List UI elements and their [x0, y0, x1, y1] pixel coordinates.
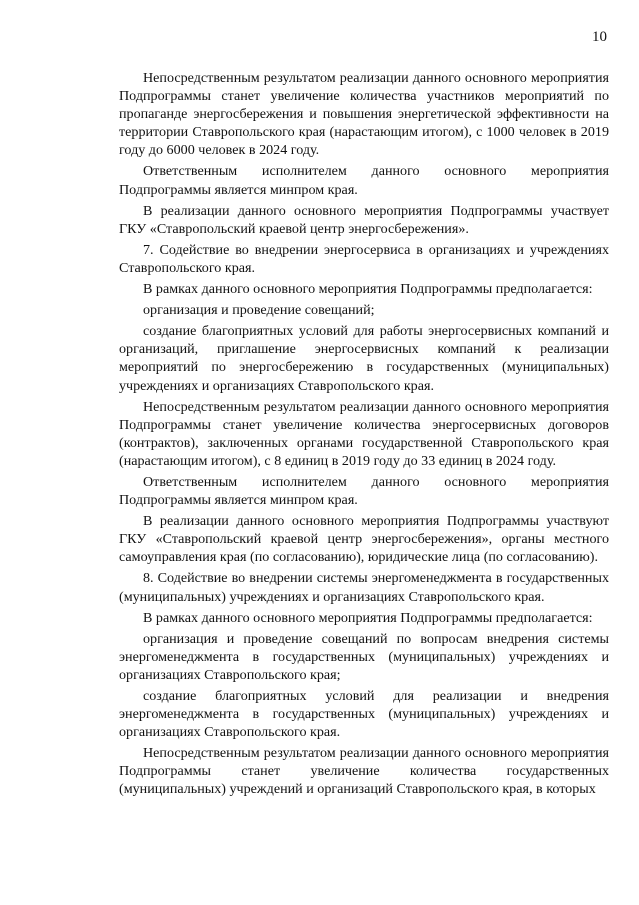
paragraph-result-awareness: Непосредственным результатом реализации данного основного мероприятия Подпрограммы станет увеличение количества участников мероприятий по пропаганде энергосбережения и повышения энергетической эффективности на территории Ставропольского края (нарастающим итогом), с 1000 человек в 2019 году до 6000 человек в 2024 году. [119, 70, 609, 159]
list-item-energy-management-conditions: создание благоприятных условий для реализации и внедрения энергоменеджмента в государственных (муниципальных) учреждениях и организациях Ставропольского края. [119, 688, 609, 741]
page-number: 10 [592, 29, 607, 45]
paragraph-section-7-intro: В рамках данного основного мероприятия Подпрограммы предполагается: [143, 281, 593, 298]
paragraph-participants-2: В реализации данного основного мероприятия Подпрограммы участвуют ГКУ «Ставропольский краевой центр энергосбережения», органы местного самоуправления края (по согласованию), юридические лица (по согласованию). [119, 513, 609, 566]
list-item-meetings: организация и проведение совещаний; [143, 302, 375, 319]
document-body [119, 69, 609, 799]
paragraph-executor-1: Ответственным исполнителем данного основного мероприятия Подпрограммы является минпром края. [119, 163, 609, 198]
paragraph-result-contracts: Непосредственным результатом реализации данного основного мероприятия Подпрограммы станет увеличение количества энергосервисных договоров (контрактов), заключенных органами государственной Ставропольского края (нарастающим итогом), с 8 единиц в 2019 году до 33 единиц в 2024 году. [119, 398, 609, 469]
paragraph-section-7-heading: 7. Содействие во внедрении энергосервиса в организациях и учреждениях Ставропольского края. [119, 241, 609, 276]
paragraph-section-8-heading: 8. Содействие во внедрении системы энергоменеджмента в государственных (муниципальных) учреждениях и организациях Ставропольского края. [119, 570, 609, 605]
list-item-favorable-conditions: создание благоприятных условий для работы энергосервисных компаний и организаций, приглашение энергосервисных компаний к реализации мероприятий по энергосбережению в государственных (муниципальных) учреждениях и организациях Ставропольского края. [119, 323, 609, 394]
list-item-energy-management-meetings: организация и проведение совещаний по вопросам внедрения системы энергоменеджмента в государственных (муниципальных) учреждениях и организациях Ставропольского края; [119, 630, 609, 683]
paragraph-result-institutions: Непосредственным результатом реализации данного основного мероприятия Подпрограммы станет увеличение количества государственных (муниципальных) учреждений и организаций Ставропольского края, в которых [119, 745, 609, 798]
paragraph-section-8-intro: В рамках данного основного мероприятия Подпрограммы предполагается: [143, 609, 593, 626]
paragraph-participant-1: В реализации данного основного мероприятия Подпрограммы участвует ГКУ «Ставропольский краевой центр энергосбережения». [119, 202, 609, 237]
paragraph-executor-2: Ответственным исполнителем данного основного мероприятия Подпрограммы является минпром края. [119, 473, 609, 509]
